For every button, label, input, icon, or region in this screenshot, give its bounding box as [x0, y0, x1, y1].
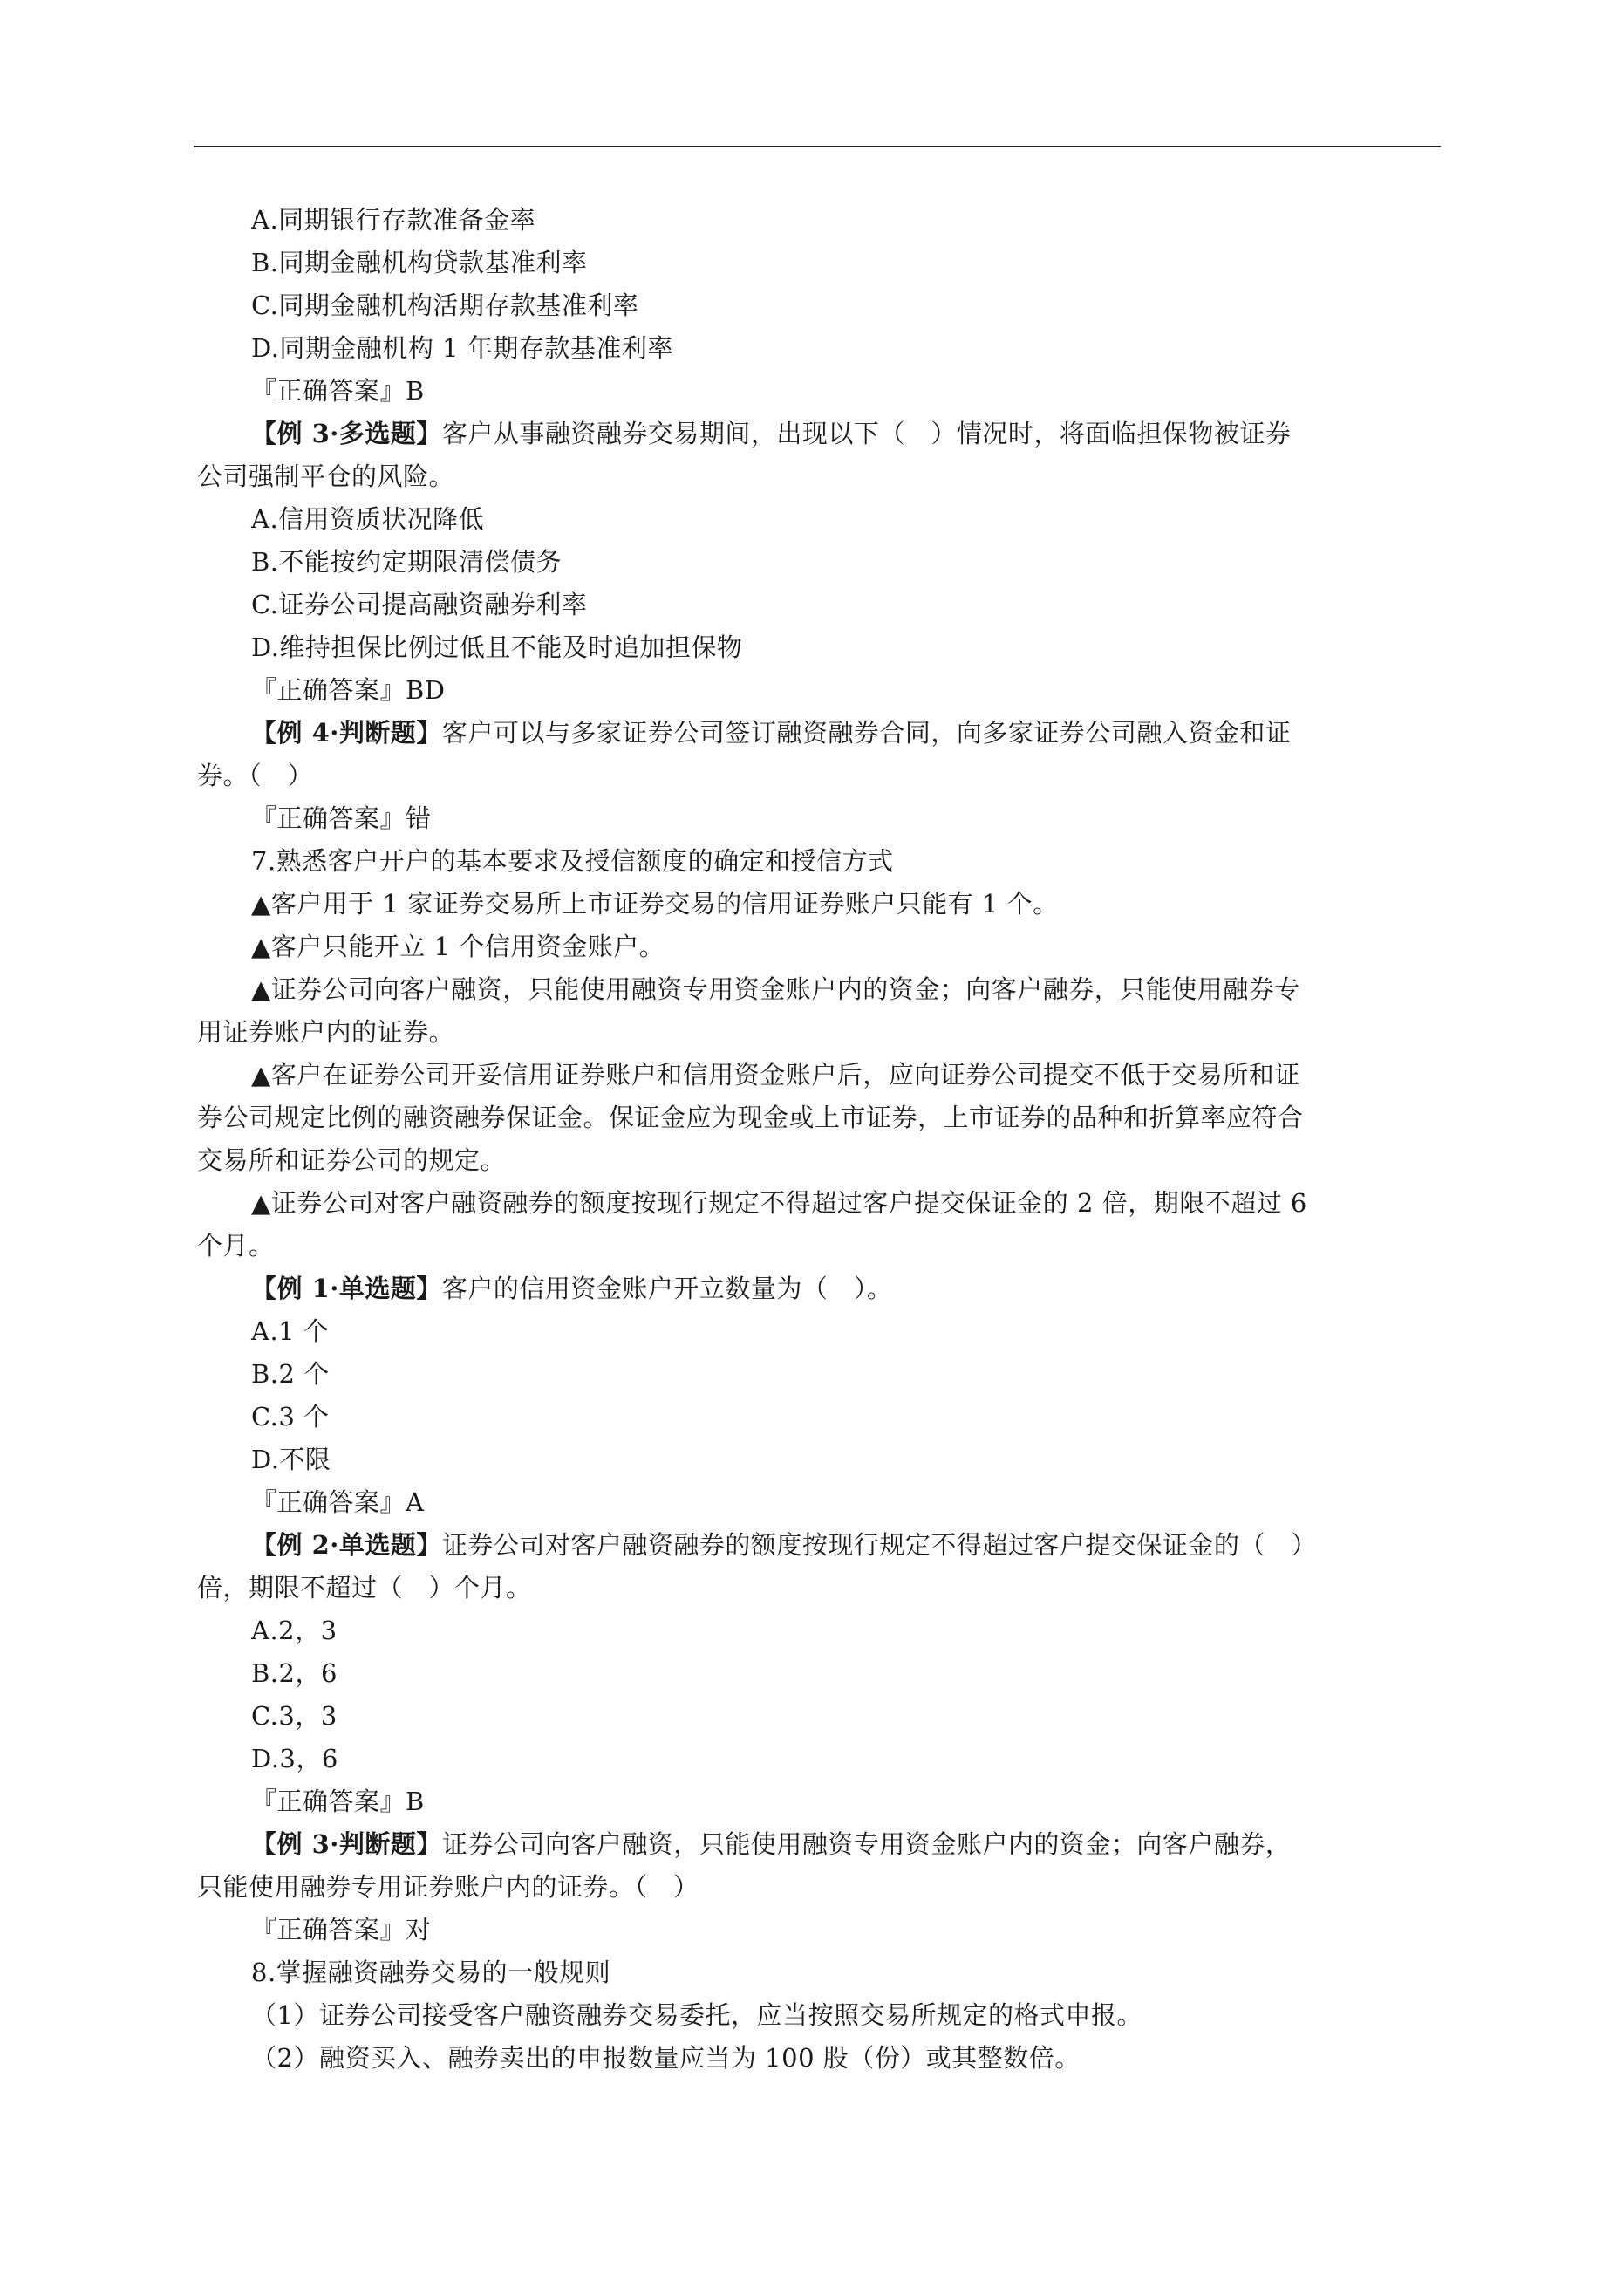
text-line: 7.熟悉客户开户的基本要求及授信额度的确定和授信方式 [251, 846, 894, 876]
text-line: （2）融资买入、融券卖出的申报数量应当为 100 股（份）或其整数倍。 [251, 2043, 1081, 2073]
text-line: B.2 个 [251, 1359, 330, 1389]
document-body [197, 199, 1435, 2080]
text-line: ▲客户只能开立 1 个信用资金账户。 [251, 932, 665, 961]
question-tag: 【例 2·单选题】 [251, 1530, 442, 1560]
text-line: 倍，期限不超过（ ）个月。 [197, 1573, 532, 1602]
question-tag: 【例 3·多选题】 [251, 419, 442, 448]
text-line: 公司强制平仓的风险。 [197, 461, 455, 491]
text-line: B.不能按约定期限清偿债务 [251, 547, 563, 577]
text-line: C.3，3 [251, 1701, 338, 1731]
text-line [197, 413, 1435, 455]
question-tag: 【例 3·判断题】 [251, 1829, 442, 1859]
text-line: A.2，3 [251, 1616, 338, 1645]
question-text: 客户的信用资金账户开立数量为（ ）。 [441, 1274, 893, 1303]
text-line: 『正确答案』对 [251, 1915, 432, 1944]
text-line: 『正确答案』B [251, 376, 425, 406]
text-line: A.同期银行存款准备金率 [251, 205, 536, 235]
text-line: 个月。 [197, 1231, 275, 1261]
text-line: 交易所和证券公司的规定。 [197, 1145, 507, 1175]
question-text: 客户从事融资融券交易期间，出现以下（ ）情况时，将面临担保物被证券 [441, 419, 1292, 448]
text-line: ▲证券公司对客户融资融券的额度按现行规定不得超过客户提交保证金的 2 倍，期限不超过 6 [251, 1188, 1307, 1218]
text-line: C.3 个 [251, 1402, 330, 1432]
text-line: 『正确答案』BD [251, 675, 446, 705]
text-line: A.1 个 [251, 1316, 330, 1346]
text-line [197, 1524, 1435, 1567]
question-text: 证券公司向客户融资，只能使用融资专用资金账户内的资金；向客户融券， [441, 1829, 1292, 1859]
text-line: D.同期金融机构 1 年期存款基准利率 [251, 333, 673, 363]
text-line: 券公司规定比例的融资融券保证金。保证金应为现金或上市证券，上市证券的品种和折算率应符合 [197, 1103, 1304, 1132]
question-tag: 【例 4·判断题】 [251, 718, 442, 748]
text-line: 只能使用融券专用证券账户内的证券。（ ） [197, 1872, 699, 1902]
text-line: B.同期金融机构贷款基准利率 [251, 248, 588, 277]
text-line: B.2，6 [251, 1658, 338, 1688]
text-line [197, 1268, 1435, 1310]
text-line: ▲证券公司向客户融资，只能使用融资专用资金账户内的资金；向客户融券，只能使用融券专 [251, 974, 1300, 1004]
text-line: A.信用资质状况降低 [251, 504, 485, 534]
text-line: （1）证券公司接受客户融资融券交易委托，应当按照交易所规定的格式申报。 [251, 2000, 1142, 2030]
text-line: D.维持担保比例过低且不能及时追加担保物 [251, 632, 743, 662]
text-line: C.同期金融机构活期存款基准利率 [251, 290, 639, 320]
text-line: ▲客户在证券公司开妥信用证券账户和信用资金账户后，应向证券公司提交不低于交易所和证 [251, 1060, 1300, 1090]
question-text: 客户可以与多家证券公司签订融资融券合同，向多家证券公司融入资金和证 [441, 718, 1292, 748]
header-rule [194, 146, 1441, 147]
text-line: D.不限 [251, 1445, 331, 1474]
text-line: C.证券公司提高融资融券利率 [251, 590, 588, 619]
text-line: D.3，6 [251, 1744, 338, 1773]
text-line: 用证券账户内的证券。 [197, 1017, 455, 1047]
text-line: 『正确答案』B [251, 1787, 425, 1816]
text-line: 『正确答案』A [251, 1487, 425, 1517]
text-line [197, 712, 1435, 755]
question-tag: 【例 1·单选题】 [251, 1274, 442, 1303]
text-line: 『正确答案』错 [251, 803, 432, 833]
question-text: 证券公司对客户融资融券的额度按现行规定不得超过客户提交保证金的（ ） [441, 1530, 1317, 1560]
text-line: 券。（ ） [197, 761, 314, 790]
text-line: 8.掌握融资融券交易的一般规则 [251, 1958, 611, 1987]
text-line: ▲客户用于 1 家证券交易所上市证券交易的信用证券账户只能有 1 个。 [251, 889, 1059, 919]
text-line [197, 1823, 1435, 1866]
